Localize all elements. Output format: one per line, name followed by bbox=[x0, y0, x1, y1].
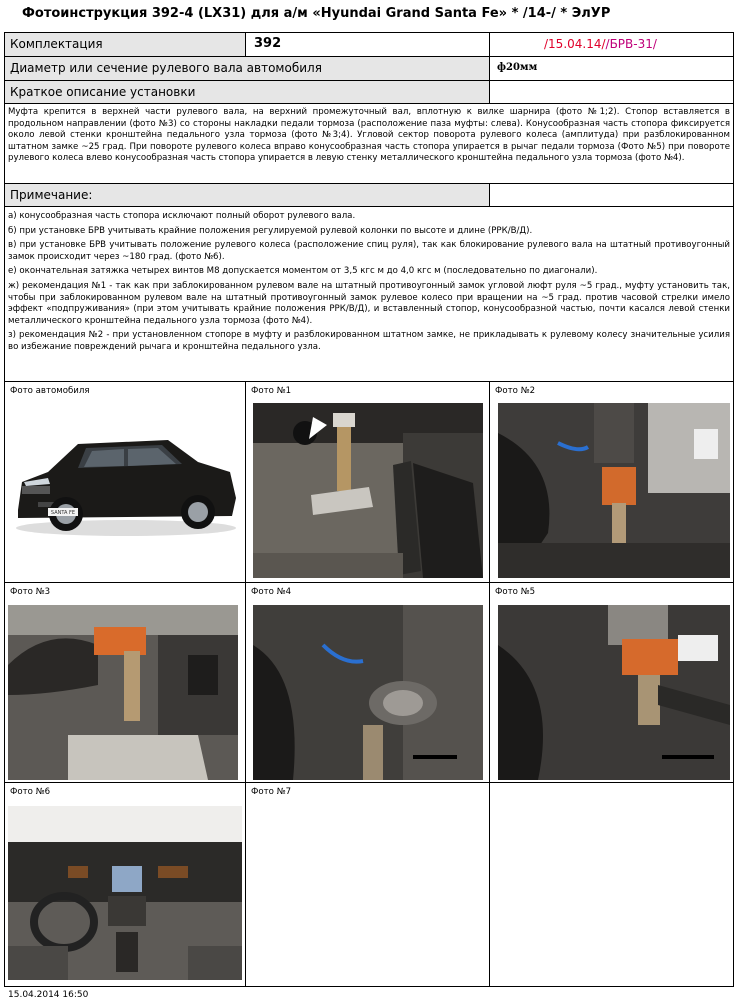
komplekt-label: Комплектация bbox=[10, 37, 103, 51]
code-line bbox=[544, 37, 657, 51]
notes-list bbox=[8, 211, 730, 354]
komplekt-value: 392 bbox=[254, 36, 282, 51]
short-desc-label: Краткое описание установки bbox=[10, 85, 196, 99]
photo-5-label: Фото №5 bbox=[495, 587, 536, 597]
note-item: в) при установке БРВ учитывать положение рулевого колеса (расположение спиц руля), так как блокирование рулевого вала на штатный противоугонный замок происходит через ~180 град. (фото №6). bbox=[8, 240, 730, 262]
photo-2 bbox=[498, 403, 730, 578]
date-code: /15.04.14/ bbox=[544, 37, 606, 51]
photo-3-label: Фото №3 bbox=[10, 587, 51, 597]
note-item: б) при установке БРВ учитывать крайние положения регулируемой рулевой колонки по высоте и длине (РРК/В/Д). bbox=[8, 225, 533, 236]
note-item: ж) рекомендация №1 - так как при заблокированном рулевом вале на штатный противоугонный замок угловой люфт руля ~5 град., муфту установить так, чтобы при заблокированном рулевом вале на штатный противоугонный замок рулевое колесо при вращении на ~5 град. против часовой стрелки имело эффект «подпруживания» (при этом учитывать крайние положения РРК/В/Д), и вставленный стопор, конусообразной частью, почти касался левой стенки металлического кронштейна педального узла тормоза (фото №4). bbox=[8, 280, 730, 326]
diameter-value: ф20мм bbox=[497, 62, 538, 73]
photo-6-label: Фото №6 bbox=[10, 787, 51, 797]
note-item: е) окончательная затяжка четырех винтов М8 допускается моментом от 3,5 кгс м до 4,0 кгс м (последовательно по диагонали). bbox=[8, 266, 598, 277]
timestamp: 15.04.2014 16:50 bbox=[8, 990, 89, 1000]
diameter-label: Диаметр или сечение рулевого вала автомобиля bbox=[10, 61, 322, 75]
photo-car-label: Фото автомобиля bbox=[10, 386, 90, 396]
photo-1-label: Фото №1 bbox=[251, 386, 292, 396]
page-title: Фотоинструкция 392-4 (LX31) для а/м «Hyundai Grand Santa Fe» * /14-/ * ЭлУР bbox=[22, 6, 611, 21]
car-badge: SANTA FE bbox=[50, 510, 76, 516]
photo-4 bbox=[253, 605, 483, 780]
photo-7-label: Фото №7 bbox=[251, 787, 292, 797]
note-item: а) конусообразная часть стопора исключают полный оборот рулевого вала. bbox=[8, 211, 356, 221]
car-photo bbox=[8, 420, 242, 538]
brv-code: /БРВ-31/ bbox=[605, 37, 657, 51]
note-label: Примечание: bbox=[10, 188, 93, 202]
photo-4-label: Фото №4 bbox=[251, 587, 292, 597]
photo-6 bbox=[8, 806, 242, 980]
note-item: з) рекомендация №2 - при установленном стопоре в муфту и разблокированном штатном замке, не прикладывать к рулевому колесу значительные усилия во избежание повреждений рычага и кронштейна педального узла. bbox=[8, 330, 730, 352]
photo-3 bbox=[8, 605, 238, 780]
photo-1 bbox=[253, 403, 483, 578]
photo-5 bbox=[498, 605, 730, 780]
photo-2-label: Фото №2 bbox=[495, 386, 536, 396]
installation-description: Муфта крепится в верхней части рулевого вала, на верхний промежуточный вал, вплотную к вилке шарнира (фото №1;2). Стопор вставляется в продольном направлении (фото №3) со стороны накладки педали тормоза (расположение паза муфты: слева). Конусообразная часть стопора фиксируется около левой стенки кронштейна педального узла тормоза (фото №3;4). Угловой сектор поворота рулевого колеса (амплитуда) при разблокированном штатном замке ~25 град. При повороте рулевого колеса вправо конусообразная часть стопора упирается в рычаг педали тормоза (Фото №5) при повороте рулевого колеса влево конусообразная часть стопора упирается в левую стенку металлического кронштейна педального узла тормоза (фото №4). bbox=[8, 107, 730, 164]
